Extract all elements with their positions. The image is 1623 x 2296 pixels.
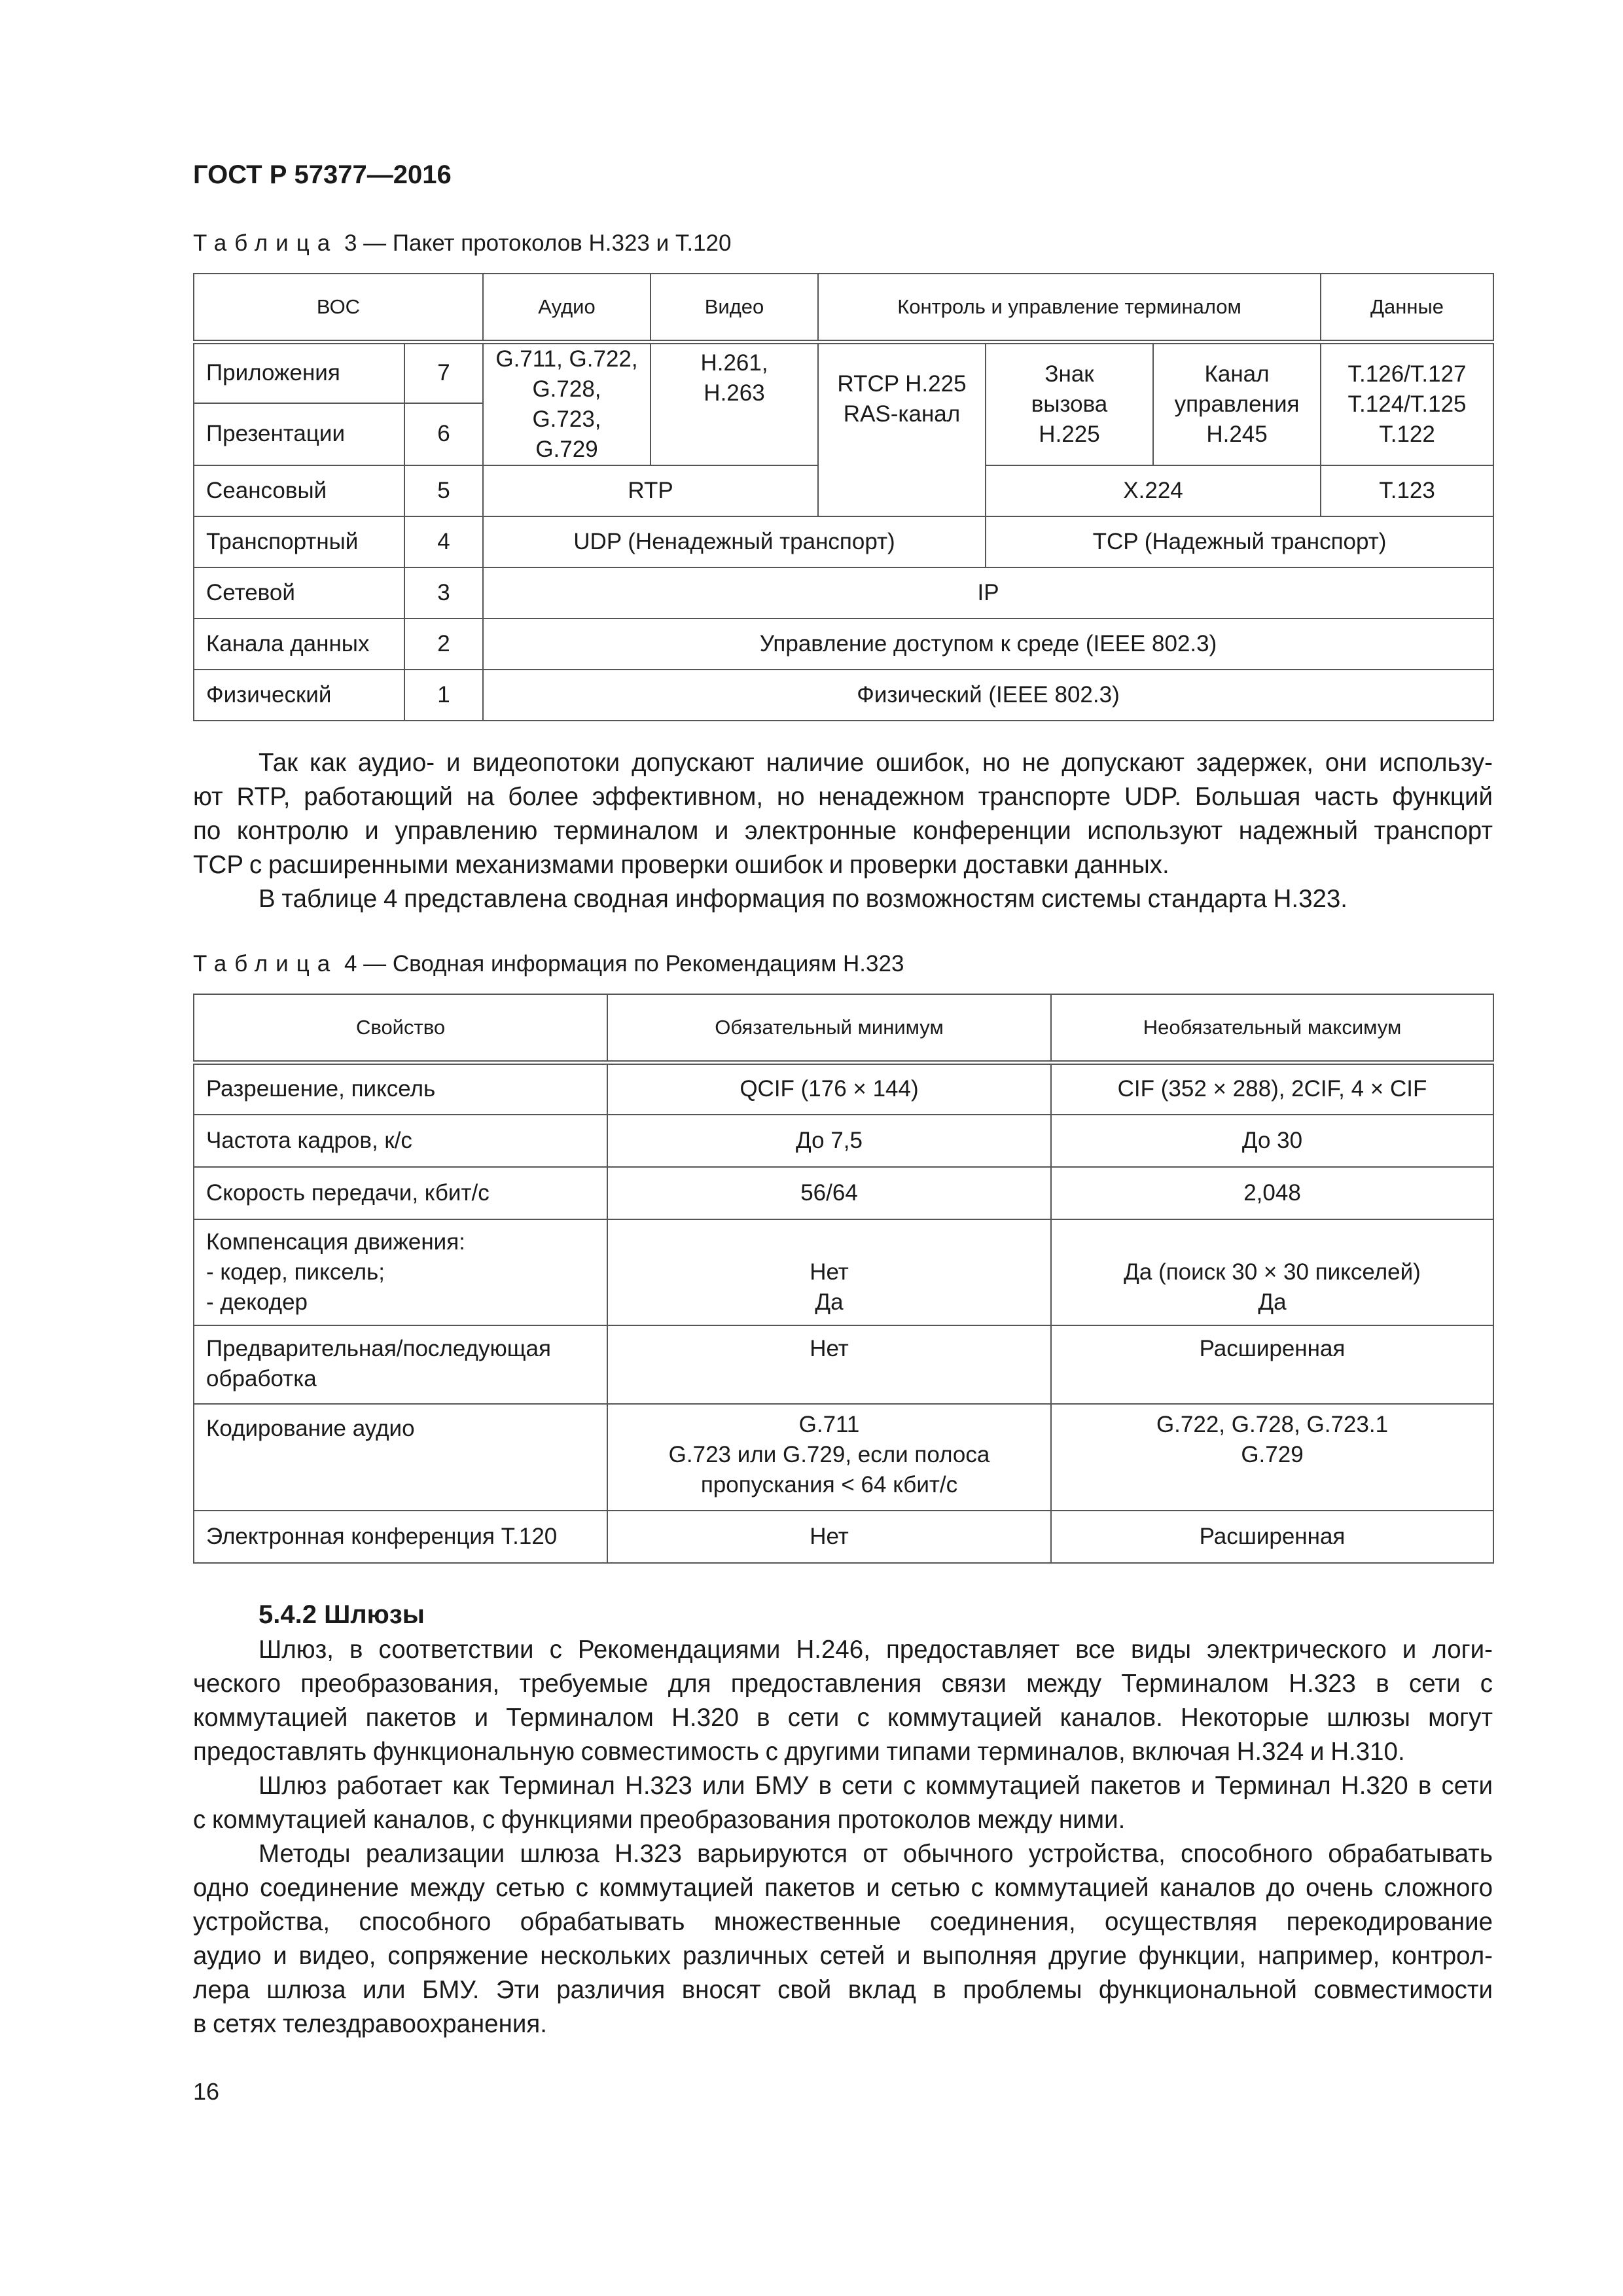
header-control: Контроль и управление терминалом	[818, 274, 1321, 342]
table3-row-datalink	[194, 619, 1493, 670]
rtp-cell: RTP	[483, 465, 818, 516]
layer-number: 7	[404, 342, 483, 403]
audio-codecs-cell	[483, 342, 651, 465]
paragraph-line: Шлюз, в соответствии с Рекомендациями H.246, предоставляет все виды электрического и логи-	[259, 1636, 1493, 1664]
table4-caption-text: 4 — Сводная информация по Рекомендациям H.323	[338, 951, 904, 977]
ip-cell: IP	[483, 567, 1493, 619]
paragraph-line: одно соединение между сетью с коммутацией пакетов и сетью с коммутацией каналов до очень сложного	[193, 1874, 1493, 1902]
paragraph-line: в сетях телездравоохранения.	[193, 2010, 547, 2038]
property-line: - кодер, пиксель;	[206, 1259, 385, 1285]
table4-caption-prefix: Таблица	[193, 951, 338, 977]
paragraph-line: Методы реализации шлюза H.323 варьируются от обычного устройства, способного обрабатывать	[259, 1840, 1493, 1868]
max-cell: 2,048	[1051, 1167, 1493, 1219]
page-number: 16	[193, 2078, 220, 2105]
video-codecs-line: H.261,	[700, 350, 768, 376]
layer-name: Сеансовый	[194, 465, 404, 516]
paragraph-line: ют RTP, работающий на более эффективном, но ненадежном транспорте UDP. Большая часть функций	[193, 783, 1493, 811]
property-cell: Кодирование аудио	[194, 1404, 607, 1511]
layer-name: Транспортный	[194, 516, 404, 567]
header-mandatory-min: Обязательный минимум	[607, 994, 1051, 1062]
call-line: H.225	[1039, 421, 1100, 447]
paragraph-line: TCP с расширенными механизмами проверки ошибок и проверки доставки данных.	[193, 851, 1169, 879]
paragraph-line: по контролю и управлению терминалом и электронные конференции используют надежный транспорт	[193, 817, 1493, 845]
table3-protocol-stack	[193, 273, 1494, 721]
header-audio: Аудио	[483, 274, 651, 342]
table3-row-transport	[194, 516, 1493, 567]
physical-cell: Физический (IEEE 802.3)	[483, 670, 1493, 721]
layer-name: Канала данных	[194, 619, 404, 670]
paragraph-line: аудио и видео, сопряжение нескольких различных сетей и выполняя другие функции, например, контрол-	[193, 1942, 1493, 1970]
property-cell	[194, 1325, 607, 1404]
layer-name: Приложения	[194, 342, 404, 403]
max-cell: CIF (352 × 288), 2CIF, 4 × CIF	[1051, 1062, 1493, 1115]
header-optional-max: Необязательный максимум	[1051, 994, 1493, 1062]
max-cell	[1051, 1219, 1493, 1325]
property-line: обработка	[206, 1366, 317, 1391]
property-cell: Разрешение, пиксель	[194, 1062, 607, 1115]
property-line: - декодер	[206, 1289, 308, 1315]
min-line: пропускания < 64 кбит/с	[700, 1472, 958, 1498]
paragraph-line: устройства, способного обрабатывать множественные соединения, осуществляя перекодирование	[193, 1908, 1493, 1936]
header-data: Данные	[1321, 274, 1493, 342]
min-cell: Нет	[607, 1511, 1051, 1563]
header-property: Свойство	[194, 994, 607, 1062]
table3-row-network	[194, 567, 1493, 619]
section-body	[193, 1633, 1493, 2041]
data-line: T.126/T.127	[1347, 361, 1467, 387]
property-line: Предварительная/последующая	[206, 1336, 551, 1361]
table4-row-motion-compensation	[194, 1219, 1493, 1325]
max-cell: Расширенная	[1051, 1511, 1493, 1563]
min-cell	[607, 1219, 1051, 1325]
table3-row-physical	[194, 670, 1493, 721]
paragraph-line: ческого преобразования, требуемые для предоставления связи между Терминалом H.323 в сети с	[193, 1670, 1493, 1698]
table3-row-application	[194, 342, 1493, 403]
audio-codecs-line: G.729	[535, 436, 598, 462]
min-cell: До 7,5	[607, 1115, 1051, 1167]
layer-number: 3	[404, 567, 483, 619]
paragraph-line: коммутацией пакетов и Терминалом H.320 в сети с коммутацией каналов. Некоторые шлюзы могут	[193, 1704, 1493, 1732]
mac-cell: Управление доступом к среде (IEEE 802.3)	[483, 619, 1493, 670]
header-osi: ВОС	[194, 274, 483, 342]
table4-row-conference	[194, 1511, 1493, 1563]
call-line: вызова	[1031, 391, 1108, 417]
call-signaling-cell	[986, 342, 1153, 465]
table4-h323-summary	[193, 994, 1494, 1564]
data-protocols-cell	[1321, 342, 1493, 465]
body-paragraph-transport	[193, 746, 1493, 916]
property-cell: Частота кадров, к/с	[194, 1115, 607, 1167]
table3-header-row	[194, 274, 1493, 342]
max-line: Да	[1258, 1289, 1287, 1315]
property-cell	[194, 1219, 607, 1325]
min-line: Нет	[810, 1259, 849, 1285]
table4-caption	[193, 951, 904, 977]
x224-cell: X.224	[986, 465, 1321, 516]
table4-row-processing	[194, 1325, 1493, 1404]
table3-caption	[193, 230, 732, 257]
udp-cell: UDP (Ненадежный транспорт)	[483, 516, 986, 567]
tcp-cell: TCP (Надежный транспорт)	[986, 516, 1493, 567]
data-line: T.122	[1379, 421, 1435, 447]
paragraph-line: лера шлюза или БМУ. Эти различия вносят свой вклад в проблемы функциональной совместимости	[193, 1976, 1493, 2004]
call-line: Знак	[1044, 361, 1094, 387]
paragraph-line: с коммутацией каналов, с функциями преобразования протоколов между ними.	[193, 1806, 1126, 1834]
min-cell: 56/64	[607, 1167, 1051, 1219]
max-cell: До 30	[1051, 1115, 1493, 1167]
max-line: G.722, G.728, G.723.1	[1156, 1412, 1389, 1437]
paragraph-line: В таблице 4 представлена сводная информация по возможностям системы стандарта H.323.	[259, 885, 1347, 913]
video-codecs-cell	[651, 342, 818, 465]
layer-number: 4	[404, 516, 483, 567]
layer-name: Физический	[194, 670, 404, 721]
rtcp-ras-cell	[818, 342, 986, 516]
table3-caption-text: 3 — Пакет протоколов H.323 и T.120	[338, 230, 732, 256]
max-line: Да (поиск 30 × 30 пикселей)	[1124, 1259, 1421, 1285]
table4-row-audio-coding	[194, 1404, 1493, 1511]
min-line: G.711	[798, 1412, 860, 1437]
max-cell	[1051, 1404, 1493, 1511]
layer-number: 1	[404, 670, 483, 721]
table4-row-resolution	[194, 1062, 1493, 1115]
layer-number: 6	[404, 403, 483, 465]
control-channel-cell	[1153, 342, 1321, 465]
paragraph-line: Так как аудио- и видеопотоки допускают наличие ошибок, но не допускают задержек, они использу-	[259, 749, 1493, 777]
property-cell: Электронная конференция T.120	[194, 1511, 607, 1563]
table4-row-framerate	[194, 1115, 1493, 1167]
channel-line: H.245	[1206, 421, 1268, 447]
table4-header-row	[194, 994, 1493, 1062]
min-cell	[607, 1404, 1051, 1511]
paragraph-line: Шлюз работает как Терминал H.323 или БМУ в сети с коммутацией пакетов и Терминал H.320 в сети	[259, 1772, 1493, 1800]
audio-codecs-line: G.728, G.723,	[532, 376, 601, 432]
layer-name: Презентации	[194, 403, 404, 465]
section-title: 5.4.2 Шлюзы	[259, 1600, 425, 1629]
t123-cell: T.123	[1321, 465, 1493, 516]
channel-line: Канал	[1204, 361, 1270, 387]
audio-codecs-line: G.711, G.722,	[495, 346, 638, 372]
channel-line: управления	[1174, 391, 1300, 417]
ras-line: RAS-канал	[843, 401, 961, 427]
layer-number: 2	[404, 619, 483, 670]
min-cell: Нет	[607, 1325, 1051, 1404]
table3-caption-prefix: Таблица	[193, 230, 338, 256]
property-cell: Скорость передачи, кбит/с	[194, 1167, 607, 1219]
layer-number: 5	[404, 465, 483, 516]
min-line: G.723 или G.729, если полоса	[668, 1442, 990, 1467]
min-line: Да	[815, 1289, 844, 1315]
layer-name: Сетевой	[194, 567, 404, 619]
rtcp-line: RTCP H.225	[837, 370, 967, 397]
table4-row-bitrate	[194, 1167, 1493, 1219]
paragraph-line: предоставлять функциональную совместимость с другими типами терминалов, включая H.324 и H.310.	[193, 1738, 1405, 1766]
max-line: G.729	[1241, 1442, 1304, 1467]
max-cell: Расширенная	[1051, 1325, 1493, 1404]
min-cell: QCIF (176 × 144)	[607, 1062, 1051, 1115]
property-line: Компенсация движения:	[206, 1229, 465, 1255]
video-codecs-line: H.263	[704, 380, 765, 406]
document-id: ГОСТ Р 57377—2016	[193, 160, 452, 189]
header-video: Видео	[651, 274, 818, 342]
data-line: T.124/T.125	[1347, 391, 1467, 417]
